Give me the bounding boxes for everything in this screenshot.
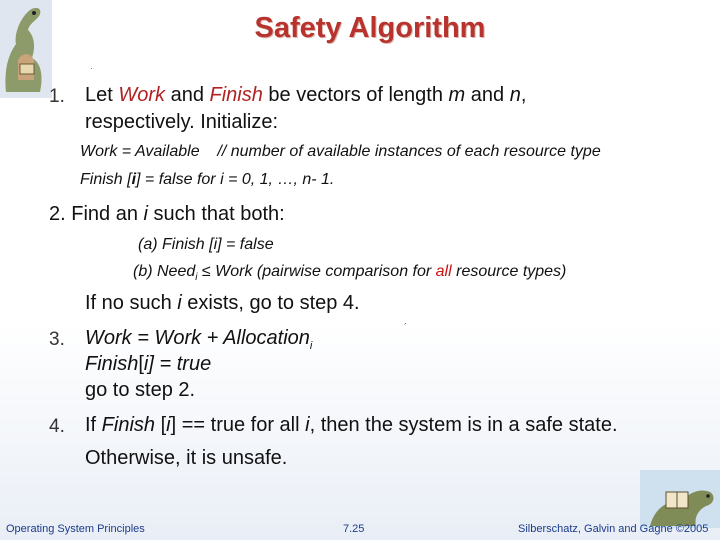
- stray-mark: ´: [404, 322, 407, 332]
- footer-page-number: 7.25: [343, 523, 365, 535]
- step2-line4: If no such i exists, go to step 4.: [85, 292, 360, 314]
- finish-keyword: Finish: [209, 84, 263, 106]
- step4-line1: If Finish [i] == true for all i, then the system is in a safe state.: [85, 414, 618, 436]
- work-keyword: Work: [118, 84, 166, 106]
- step3-line3: go to step 2.: [85, 379, 196, 401]
- step2-line1: 2. Find an i such that both:: [49, 203, 285, 225]
- stray-dot: ·: [90, 64, 93, 73]
- dinosaur-reading-icon: [640, 470, 720, 528]
- step1-number: 1.: [49, 86, 65, 107]
- footer-copyright: Silberschatz, Galvin and Gagne ©2005: [518, 523, 709, 535]
- step3-line1: Work = Work + Allocation$_i$: [85, 327, 313, 352]
- all-keyword: all: [435, 263, 452, 280]
- step1-line1: Let Work and Finish be vectors of length m and n,: [85, 84, 527, 106]
- step2-condition-b: (b) Need$_i$ ≤ Work (pairwise comparison for all resource types): [133, 263, 567, 284]
- page-title: Safety Algorithm: [254, 12, 486, 44]
- step1-sub1: Work = Available // number of available instances of each resource type: [80, 143, 601, 160]
- step2-condition-a: (a) Finish [i] = false: [138, 236, 274, 253]
- step3-number: 3.: [49, 329, 65, 350]
- step3-line2: Finish[i] = true: [85, 353, 212, 375]
- footer-course: Operating System Principles: [6, 523, 145, 535]
- step1-sub2: Finish [i] = false for i = 0, 1, …, n- 1.: [80, 171, 335, 188]
- step1-line2: respectively. Initialize:: [85, 111, 279, 133]
- step4-line2: Otherwise, it is unsafe.: [85, 447, 288, 469]
- step4-number: 4.: [49, 416, 65, 437]
